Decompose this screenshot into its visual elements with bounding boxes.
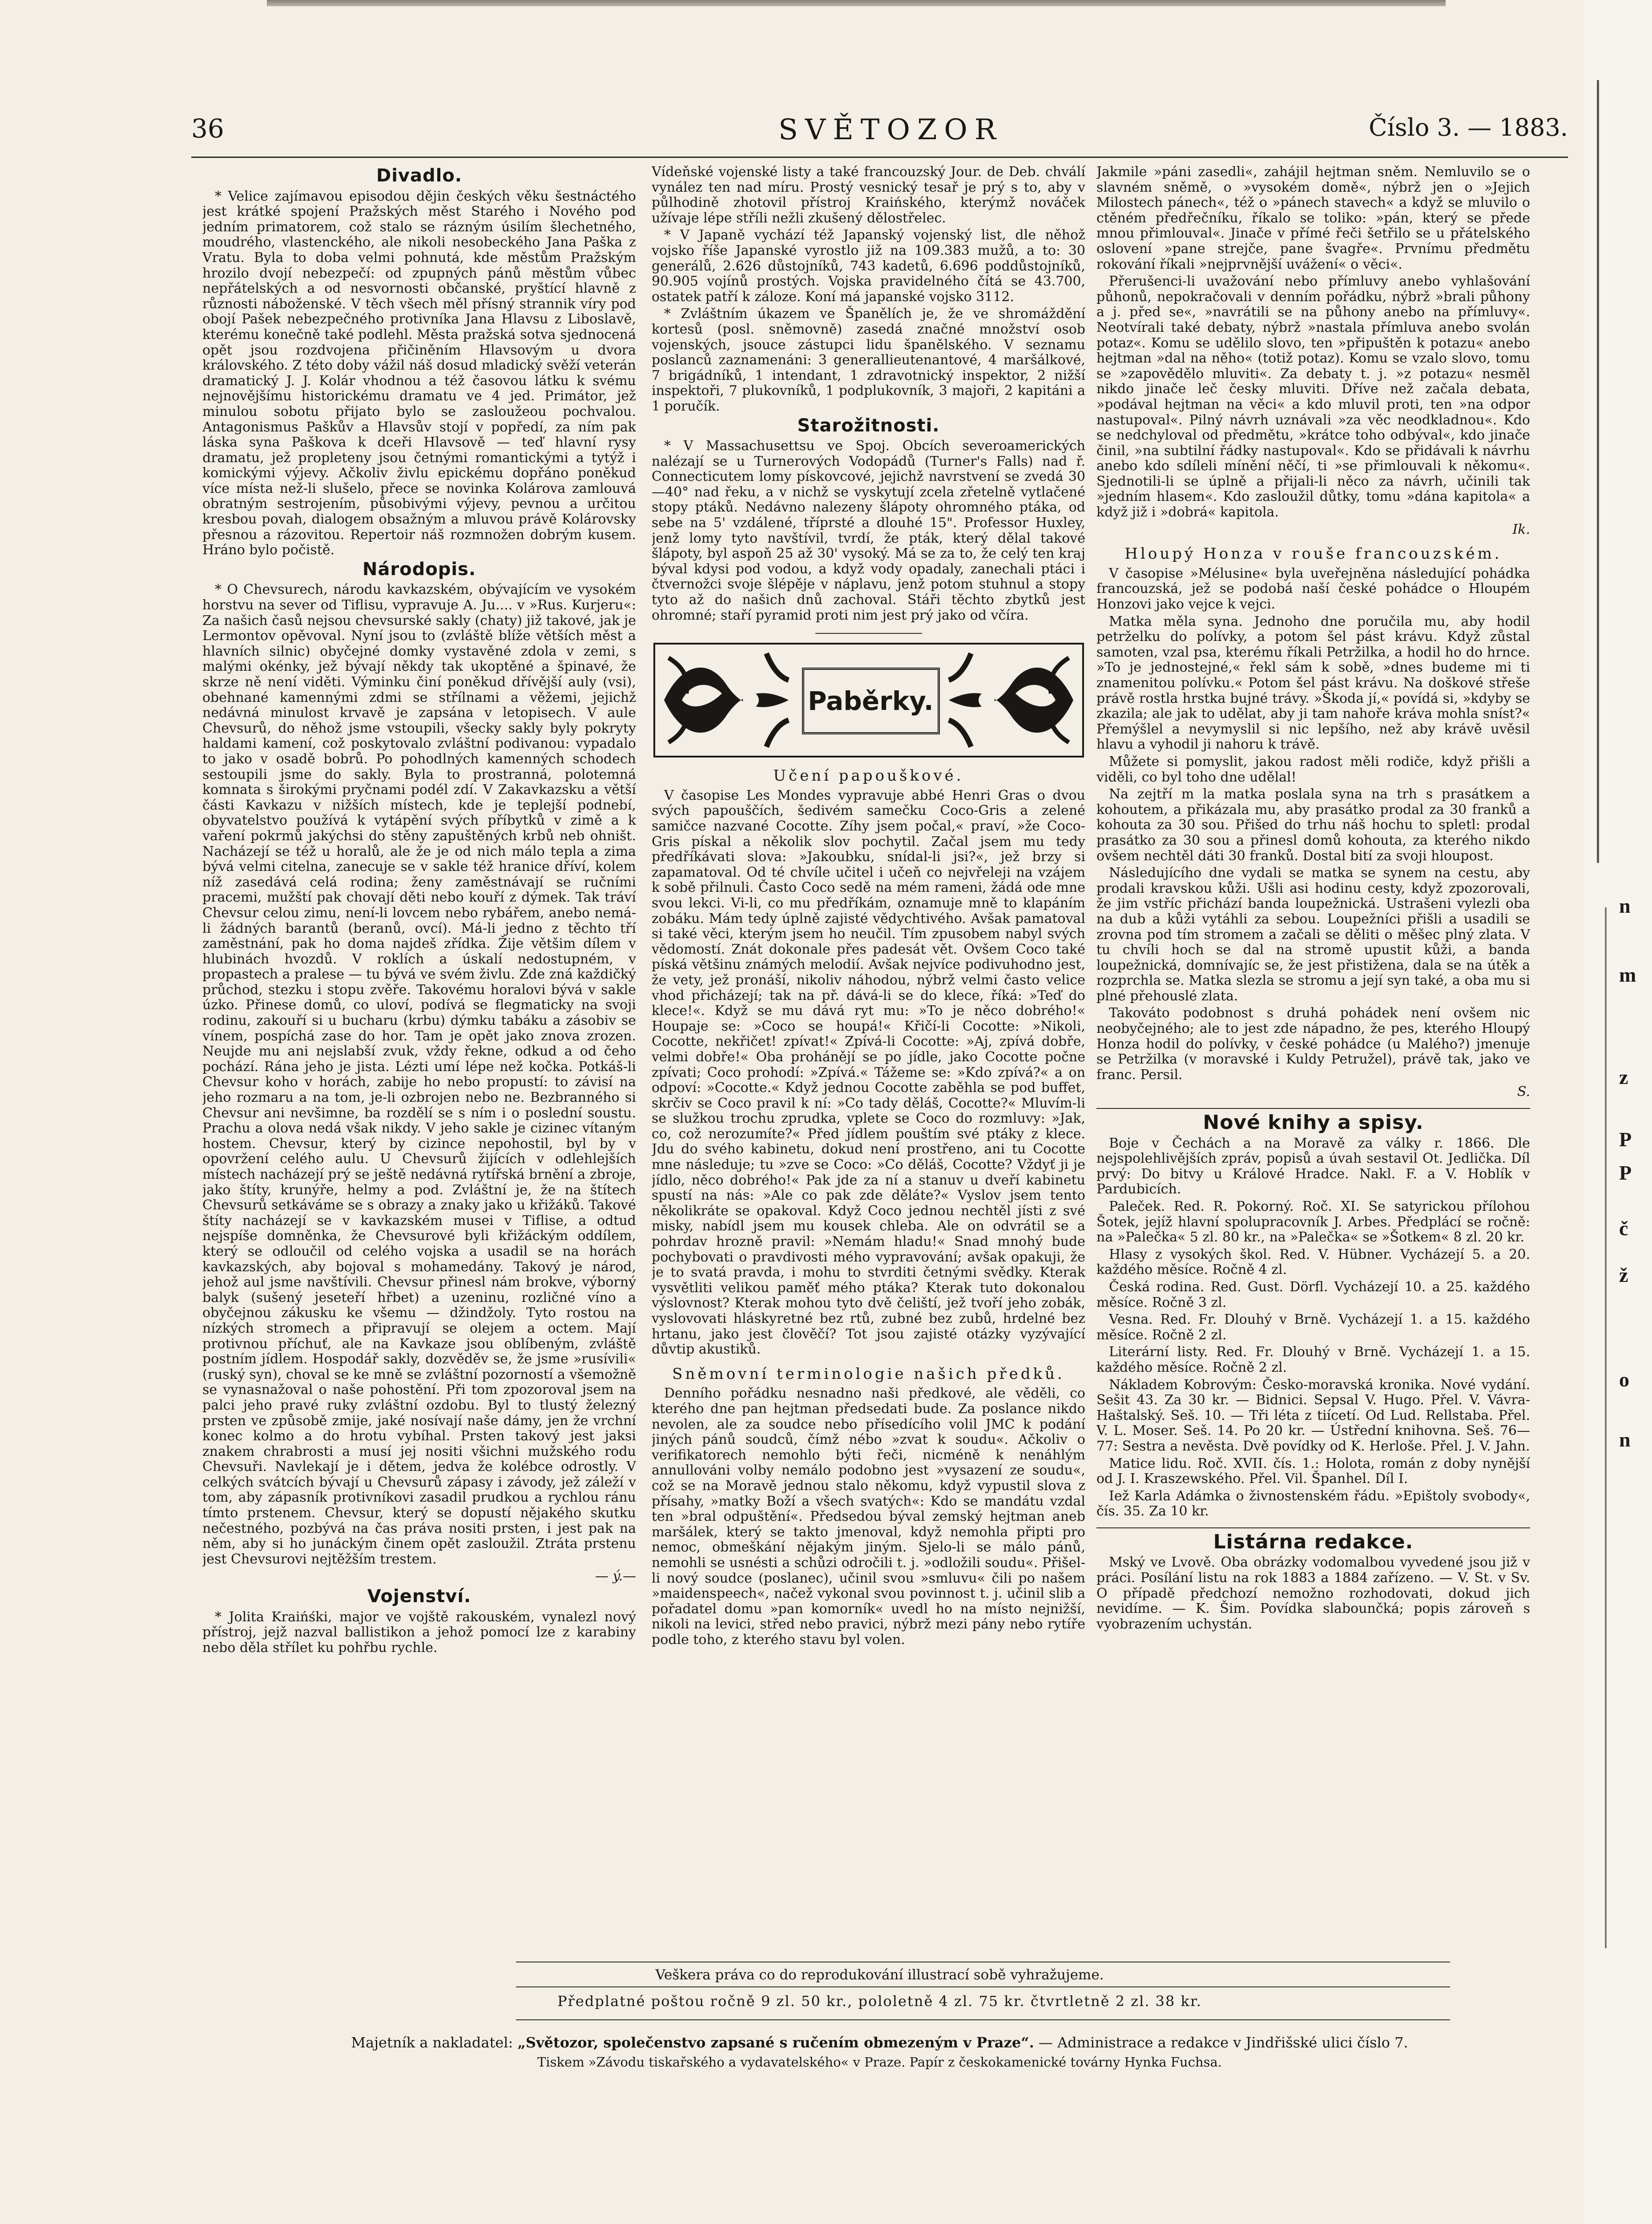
article-hloupy-honza: Matka měla syna. Jednoho dne poručila mu, aby hodil petrželku do polívky, a potom šel pást krávu. Když zůstal samoten, vzal psa, kterému říkali Petržilka, a hodil ho do hrnce. »To je jednostejné,« řekl sám k sobě, »dnes budeme mi ti znamenitou polívku.« Potom šel pást krávu. Na doškové střeše právě rostla hrstka bujné trávy. »Škoda jí,« povídá si, »kdyby se zkazila; ale jak to udělat, aby ji tam nahoře kráva mohla sníst?« Přemýšlel a nevymyslil si nic lepšího, než aby krávě uvěsil hlavu a vyhodil ji nahoru k trávě.: [1096, 613, 1530, 753]
printer-line: Tiskem »Závodu tiskařského a vydavatelského« v Praze. Papír z českokamenické továrny Hynka Fuchsa.: [537, 2055, 1222, 2070]
column-1: [202, 165, 636, 1962]
article-vojenstvi-continued: Vídeňské vojenské listy a také francouzský Jour. de Deb. chválí vynález ten nad míru. Prostý vesnický tesař je prý s to, aby v půlhodině zhotovil přístroj Kraińského, kterýmž nováček užívaje lépe stříli nežli zkušený dělostřelec.: [652, 165, 1085, 226]
publisher-address: — Administrace a redakce v Jindřišské ulici číslo 7.: [1038, 2034, 1408, 2051]
section-heading-divadlo: Divadlo.: [376, 165, 462, 186]
footer-rule: [516, 1986, 1450, 1987]
page-number: 36: [191, 113, 224, 144]
article-uceni-papouskove: V časopise Les Mondes vypravuje abbé Henri Gras o dvou svých papouščích, šedivém samečku Coco-Gris a zelené samičce nazvané Cocotte. Zíhy jsem počal,« praví, »že Coco-Gris pískal a několik slov pochytil. Začal jsem mu tedy předříkávati slova: »Jakoubku, snídal-li jsi?«, jež brzy si zapamatoval. Od té chvíle učitel i učeň co nejvřeleji na vzájem k sobě přilnuli. Často Coco sedě na mém rameni, žádá ode mne svou lekci. Vi-li, co mu předříkám, oznamuje mně to klapáním zobáku. Mám tedy úplně zajisté vědychtivého. Avšak pamatoval si také věci, kterým jsem ho neučil. Tím zpusobem nabyl svých vědomostí. Znát dokonale přes padesát vět. Ovšem Coco také píská většinu známých melodií. Avšak nejvíce podivuhodno jest, že vety, jež pronáší, nikoliv náhodou, nýbrž velmi často velice vhod přicházejí; tak na př. dává-li se do klece, říká: »Teď do klece!«. Když se mu dává ryt mu: »To je něco dobrého!« Houpaje se: »Coco se houpá!« Křičí-li Cocotte: »Nikoli, Cocotte, nekřičet! zpívat!« Zpívá-li Cocotte: »Aj, zpívá dobře, velmi dobře!« Oba prohánějí se po jídle, jako Cocotte počne zpívati; Coco prohodí: »Zpívá.« Tážeme se: »Kdo zpívá?« a on odpoví: »Cocotte.« Když jednou Cocotte zaběhla se pod buffet, skrčiv se Coco pravil k ní: »Co tady děláš, Cocotte?« Mluvím-li se služkou trochu zprudka, vplete se Coco do rozmluvy: »Jak, co, což nerozumíte?« Před jídlem pouštím své ptáky z klece. Jdu do svého kabinetu, dokud není prostřeno, ani tu Cocotte mne následuje; tu »zve se Coco: »Co děláš, Cocotte? Vždyť ji je jídlo, něco dobrého!« Pak jde za ní a stanuv u dveří kabinetu spustí na nás: »Ale co pak zde děláte?« Vyslov jsem tento několikráte se opakoval. Když Coco jednou nechtěl jísti z své misky, nabídl jsem mu kousek chleba. Ale on odvrátil se a pohrdav hrozně pravil: »Nemám hladu!« Snad mnohý bude pochybovati o pravdivosti mého vypravování; avšak opakuji, že je to svatá pravda, i mohu to stvrditi četnými svědky. Kterak vysvětliti velikou paměť mého ptáka? Kterak tuto dokonalou výslovnost? Kterak mohou tyto dvě čeliští, jež tvoří jeho zobák, vyslovovati hláskyretné bez rtů, zubné bez zubů, hrdelné bez hrtanu, jako jest člověčí? Tot jsou zajisté otázky vyzývající důvtip akustiků.: [652, 787, 1085, 1358]
footer-rule: [516, 2019, 1450, 2020]
article-hloupy-honza: Takováto podobnost s druhá pohádek není ovšem nic neobyčejného; ale to jest zde nápadno, že pes, kterého Hloupý Honza hodil do polívky, v české pohádce (u Malého?) jmenuje se Petržilka (v moravské i Kuldy Petružel), právě tak, jako ve franc. Persil.: [1096, 1005, 1530, 1083]
adjacent-page-letter: o: [1619, 1368, 1629, 1391]
masthead-title: SVĚTOZOR: [778, 113, 1003, 146]
book-entry: Paleček. Red. R. Pokorný. Roč. XI. Se satyrickou přílohou Šotek, jejíž hlavní spolupracovník J. Arbes. Předplácí se ročně: na »Palečka« 5 zl. 80 kr., na »Palečka« se »Šotkem« 8 zl. 20 kr.: [1096, 1199, 1530, 1245]
book-entry: Hlasy z vysokých škol. Red. V. Hübner. Vycházejí 5. a 20. každého měsíce. Ročně 4 zl.: [1096, 1246, 1530, 1278]
article-snemovni-continued-2: Přerušenci-li uvažování nebo přímluvy anebo vyhlašování půhonů, nepokračovali v denním pořádku, nýbrž »brali půhony a j. před se«, »navrátili se na půhony anebo na přímluvy«. Neotvírali také debaty, nýbrž »nastala přímluva anebo svolán potaz«. Komu se udělilo slovo, ten »připuštěn k potazu« anebo hejtman »dal na něho« (totiž potaz). Komu se vzalo slovo, tomu se »zapovědělo mluviti«. Za debaty t. j. »z potazu« nesměl nikdo jinače leč česky mluviti. Dříve než začala debata, »podával hejtman na věci« a kdo mluvil proti, ten »na odpor nastupoval«. Pilný návrh uznávali »za věc neodkladnou«. Kdo se nedchyloval od předmětu, »krátce toho odbýval«, kdo jinače činil, »na subtilní řádky nastupoval«. Kdo se přidávali k návrhu anebo kdo sdíleli mínění něčí, ti »se přimlouvali k někomu«. Sjednotili-li se úplně a přijali-li něco za návrh, učinili tak »jedním hlasem«. Kdo zasloužil důtky, tomu »dána kapitola« a když již i »dobrá« kapitola.: [1096, 274, 1530, 520]
book-entry: Česká rodina. Red. Gust. Dörfl. Vycházejí 10. a 25. každého měsíce. Ročně 3 zl.: [1096, 1279, 1530, 1310]
section-divider: [1096, 1527, 1530, 1528]
section-heading-starozitnosti: Starožitnosti.: [797, 415, 940, 436]
article-hloupy-honza: Následujícího dne vydali se matka se synem na cestu, aby prodali kravskou kůži. Ušli asi hodinu cesty, když zpozorovali, že jim vstříc přichází banda loupežnická. Ustrašeni vylezli oba na dub a kůži vytáhli za sebou. Loupežníci přišli a usadili se zrovna pod tím stromem a začali se děliti o měšec plný zlata. V tu chvíli hoch se dal na stromě upustit kůži, a banda loupežnická, domnívajíc se, že jest přistižena, dala se na útěk a rozprchla se. Matka slezla se stromu a její syn také, a oba mu si plné přehouslé zlata.: [1096, 865, 1530, 1004]
article-starozitnosti: * V Massachusettsu ve Spoj. Obcích severoamerických nalézají se u Turnerových Vodopádů (Turner's Falls) nad ř. Connecticutem lomy pískovcové, jejichž navrstvení se zvedá 30—40° nad řeku, a v nichž se vyskytují zcela zřetelně vytlačené stopy ptáků. Nedávno nalezeny šlápoty ohromného ptáka, od sebe na 5' vzdálené, tříprsté a dlouhé 15". Professor Huxley, jenž lomy tyto navštívil, tvrdí, že pták, který dělal takové šlápoty, byl aspoň 25 až 30' vysoký. Má se za to, že celý ten kraj býval kdysi pod vodou, a když vody opadaly, zanechali ptáci i čtvernožci svoje šlépěje v náplavu, jenž potom stuhnul a stopy tyto až do našich dnů zachoval. Stáři těchto zbytků jest ohromné; staří pyramid proti nim jest prý jako od včíra.: [652, 438, 1085, 623]
adjacent-page-letter: m: [1619, 963, 1636, 986]
adjacent-page-letter: n: [1619, 1428, 1631, 1451]
header-rule: [191, 157, 1568, 158]
article-hloupy-honza: V časopise »Mélusine« byla uveřejněna následující pohádka francouzská, jež se podobá naší české pohádce o Hloupém Honzovi jako vejce k vejci.: [1096, 565, 1530, 612]
section-heading-uceni: Učení papouškové.: [773, 767, 964, 785]
section-divider: [1096, 1108, 1530, 1109]
section-heading-snemovni: Sněmovní terminologie našich předků.: [672, 1365, 1065, 1383]
ornament-left-icon: [655, 645, 798, 756]
book-entry: Iež Karla Adámka o živnostenském řádu. »Epištoly svobody«, čís. 35. Za 10 kr.: [1096, 1488, 1530, 1519]
book-entry: Vesna. Red. Fr. Dlouhý v Brně. Vycházejí 1. a 15. každého měsíce. Ročně 2 zl.: [1096, 1312, 1530, 1343]
adjacent-page-strip: [1584, 0, 1652, 2224]
adjacent-page-letter: z: [1619, 1066, 1628, 1088]
section-heading-vojenstvi: Vojenství.: [367, 1586, 471, 1607]
article-hloupy-honza: Na zejtří m la matka poslala syna na trh s prasátkem a kohoutem, a přikázala mu, aby prasátko prodal za 30 franků a kohouta za 30 sou. Přišed do trhu náš hochu to spletl: prodal prasátko za 30 sou a přinesl domů kohouta, za kterého nikdo ovšem nechtěl dáti 30 franků. Dostal bití za svoji hloupost.: [1096, 786, 1530, 864]
scan-edge-shadow: [267, 0, 1446, 6]
article-narodopis: * O Chevsurech, národu kavkazském, obývajícím ve vysokém horstvu na sever od Tiflisu, vypravuje A. Ju.... v »Rus. Kurjeru«: Za našich časů nejsou chevsurské sakly (chaty) již takové, jak je Lermontov opěvoval. Nyní jsou to (zvláště blíže větších měst a hlavních silnic) obyčejné domky vystavěné zdola v zemi, s malými okénky, jež bývají někdy tak ukoptěné a špinavé, že skrze ně není viděti. Výminku činí poněkud dřívější auly (vsi), obehnané kamennými zdmi se střílnami a věžemi, jejichž nedávná minulost krvavě je zapsána v letopisech. V aule Chevsurů, do něhož jsme vstoupili, všecky sakly byly pokryty haldami kamení, což poskytovalo zvláštní podivanou: vypadalo to jako v osadě bobrů. Po pohodlných kamenných schodech sestoupili jsme do sakly. Byla to prostranná, polotemná komnata s širokými pryčnami podél zdí. V Zakavkazsku a větší části Kavkazu v nižších místech, kde je teplejší podnebí, obyvatelstvo používá k vytápění svých příbytků v zimě a k vaření pokrmů jakýchsi do stěny zapuštěných krbů neb ohništ. Nacházejí se též u horalů, ale že je od nich málo tepla a zima bývá velmi citelna, zanecuje se v sakle též hranice dříví, kolem níž zasedává celá rodina; ženy zaměstnávají se ručními pracemi, mužští pak chovají děti nebo kouří z dýmek. Tak tráví Chevsur celou zimu, není-li lovcem nebo rybářem, anebo nemá-li žádných barantů (beranů, ovcí). Má-li jedno z těchto tří zaměstnání, pak ho doma najdeš zřídka. Žije většim dílem v hlubinách hvozdů. V roklích a úskalí nedostupném, v propastech a pralese — tu bývá ve svém živlu. Zde zná každičký průchod, stezku i stopu zvěře. Takovému horalovi bývá v sakle úzko. Přinese domů, co uloví, podívá se flegmaticky na svoji rodinu, zakouří si u bucharu (krbu) dýmku tabáku a zásobiv se vínem, pospíchá zase do hor. Tam je opět jako znova zrozen. Neujde mu ani nejslabší zvuk, vždy řekne, odkud a od čeho pochází. Rána jeho je jista. Lézti umí lépe než kočka. Potkáš-li Chevsur koho v horách, zabije ho nebo propustí: to závisí na jeho rozmaru a na tom, je-li ozbrojen nebo ne. Bezbranného si Chevsur ani nevšimne, ba rozdělí se s ním i o poslední soustu. Prachu a olova nedá však nikdy. V jeho sakle je cizinec vítaným hostem. Chevsur, který by cizince nepohostil, byl by v opovržení celého aulu. U Chevsurů žijících v odlehlejších místech nacházejí prý se ještě nedávná rytířská brnění a zbroje, jako štíty, krunýře, helmy a pod. Zvláštní je, že na štítech Chevsurů setkáváme se s obrazy a znaky jako u křižáků. Takové štíty nacházejí se v kavkazském musei v Tiflise, a odtud nejspíše domněnka, že Chevsurové byli křižáckým oddílem, který se odloučil od celého vojska a usadil se na horách kavkazských, aby bojoval s mohamedány. Takový je národ, jehož aul jsme navštívili. Chevsur přinesl nám brokve, výborný balyk (sušený jeseteří hřbet) a uzeninu, rozličné víno a obyčejnou zákusku ke všemu — džindžoly. Tyto rostou na nízkých stromech a připravují se olejem a octem. Mají protivnou příchuť, ale na Kavkaze jsou oblíbeným, zvláště postním jídlem. Hospodář sakly, dozvěděv se, že jsme »rusívili« (ruský syn), choval se ke mně se zvláštní pozorností a všemožně se vynasnažoval o naše pohostění. Při tom zpozoroval jsem na palci jeho pravé ruky zvláštní ozdobu. Byl to tlustý železný prsten ve způsobě zmije, jaké nosívají naše dámy, jen že vrchní konec kolmo a do hrotu vybíhal. Prsten takový jest jaksi znakem chrabrosti a musí jej nositi všichni mužského rodu Chevsuři. Navlekají je i dětem, jedva že kolébce odrostly. V celkých svátcích bývají u Chevsurů zápasy i závody, jež záleží v tom, aby zápasník protivníkovi zasadil prudkou a rychlou ránu tímto prstenem. Chevsur, který se dopustí nějakého skutku nečestného, pozbývá na čas práva nositi prsten, i jest pak na něm, aby si ho junáckým činem opět zasloužil. Ztráta prstenu jest Chevsurovi nejtěžším trestem.: [202, 582, 636, 1567]
issue-label: Číslo 3. — 1883.: [1369, 113, 1568, 141]
paberky-banner: [653, 643, 1084, 757]
adjacent-page-letter: n: [1619, 894, 1631, 917]
article-hloupy-honza: Můžete si pomyslit, jakou radost měli rodiče, když přišli a viděli, co byl toho dne udělal!: [1096, 753, 1530, 785]
editorial-letters: [1096, 1555, 1530, 1632]
section-divider: [815, 633, 922, 634]
book-list: [1096, 1136, 1530, 1519]
book-entry: Nákladem Kobrovým: Česko-moravská kronika. Nové vydání. Sešit 43. Za 30 kr. — Bidnici. Sepsal V. Hugo. Přel. V. Vávra-Haštalský. Seš. 10. — Tři léta z tiícetí. Od Lud. Rellstaba. Přel. V. L. Moser. Seš. 14. Po 20 kr. — Ústřední knihovna. Seš. 76—77: Sestra a nevěsta. Dvě povídky od K. Herloše. Přel. J. V. Jahn.: [1096, 1377, 1530, 1454]
adjacent-page-letter: č: [1619, 1217, 1628, 1240]
article-japan: * V Japaně vychází též Japanský vojenský list, dle něhož vojsko říše Japanské vyrostlo již na 109.383 mužů, a to: 30 generálů, 2.626 důstojníků, 743 kadetů, 6.696 poddůstojníků, 90.905 vojínů prostých. Vojska pravidelného čítá se 43.700, ostatek patří k záloze. Koní má japanské vojsko 3112.: [652, 227, 1085, 305]
article-signature: S.: [1517, 1084, 1530, 1100]
section-heading-listarna: Listárna redakce.: [1213, 1530, 1414, 1553]
adjacent-page-letter: ž: [1619, 1264, 1628, 1286]
article-snemovni-terminologie: Denního pořádku nesnadno naši předkové, ale věděli, co kterého dne pan hejtman předsedati bude. Za poslance nikdo nevolen, ale za soudce nebo přísedícího volil JMC k podání jiných pánů soudců, čímž nébo »zvat k soudu«. Ačkoliv o verifikatorech nemohlo býti řeči, nicméně k nenáhlým annullováni volby nemálo podobno jest »vysazení ze soudu«, což se na Moravě jednou stalo někomu, když vypustil slova z přísahy, »matky Boží a všech svatých«: Kdo se mandátu vzdal ten »bral odpuštění«. Předsedou býval zemský hejtman aneb maršálek, který se takto jmenoval, když nemohla připti pro nemoc, obmeškání nějakým jiným. Sjelo-li se málo pánů, nemohli se usnésti a schůzi odročili t. j. »odložili soudu«. Přišel-li nový soudce (poslanec), učinil svou »smluvu« čili po našem »maidenspeech«, načež vykonal svou povinnost t. j. učinil slib a pořadatel domu »pan komorník« uvedl ho na místo nejnižší, nikoli na levici, střed nebo pravici, nýbrž mezi pány nebo rytíře podle toho, z kterého stavu byl volen.: [652, 1386, 1085, 1648]
letter-entry: Mský ve Lvově. Oba obrázky vodomalbou vyvedené jsou již v práci. Posílání listu na rok 1883 a 1884 zařízeno. — V. St. v Sv. O případě předchozí nemožno rozhodovati, dokud jich nevidíme. — K. Šim. Povídka slabounčká; popis zároveň s vyobrazením uchystán.: [1096, 1555, 1530, 1632]
subscription-line: Předplatné poštou ročně 9 zl. 50 kr., pololetně 4 zl. 75 kr. čtvrtletně 2 zl. 38 kr.: [557, 1993, 1202, 2010]
article-snemovni-continued: Jakmile »páni zasedli«, zahájil hejtman sněm. Nemluvilo se o slavném sněmě, o »vysokém domě«, nýbrž jen o »Jejich Milostech pánech«, též o »pánech stavech« a když se mluvilo o ctěném předřečníku, říkalo se toliko: »pán, který se přede mnou přimlouval«. Jinače v přímé řeči šetřilo se u přátelského oslovení »pane strejče, pane švagře«. Prvnímu předmětu rokování říkali »nejprvnější uvážení« o věci«.: [1096, 165, 1530, 272]
article-signature: Ik.: [1512, 521, 1530, 537]
section-heading-narodopis: Národopis.: [362, 559, 476, 580]
section-heading-nove-knihy: Nové knihy a spisy.: [1203, 1111, 1424, 1134]
section-heading-hloupy-honza: Hloupý Honza v rouše francouzském.: [1124, 545, 1502, 563]
book-entry: Matice lidu. Roč. XVII. čís. 1.: Holota, román z doby nynější od J. I. Kraszewského. Přel. Vil. Španhel. Díl I.: [1096, 1455, 1530, 1487]
article-divadlo: * Velice zajímavou episodou dějin českých věku šestnáctého jest krátké spojení Pražských měst Starého i Nového pod jedním primatorem, což stalo se rázným úsilím šlechetného, moudrého, vlastenckého, ale nikoli nesobeckého Jana Paška z Vratu. Byla to doba velmi pohnutá, kde městům Pražským hrozilo dvojí nebezpečí: od zpupných pánů městům vůbec nepřátelských a od nesvornosti občanské, pryštící hlavně z různosti náboženské. V těch všech měl přísný strannik víry pod obojí Pašek nebezpečného protivníka Jana Hlavsu z Liboslavě, kterému konečně také podlehl. Města pražská sotva sjednocená opět jsou rozdvojena přičiněním Hlavsovým u dvora královského. Z této doby vážil náš dosud mladický svěží veterán dramatický J. J. Kolár vhodnou a též časovou látku k svému nejnovějšímu historickému dramatu ve 4 jed. Primátor, jež minulou sobotu přijato bylo se zasloužeou pochvalou. Antagonismus Paškův a Hlavsův stojí v popředí, za ním pak láska syna Paškova k dceři Hlavsově — teď hlavní rysy dramatu, jež propleteny jsou četnými romantickými a tytýž i komickými výjevy. Ačkoliv živlu epickému dopřáno poněkud více místa než-li slušelo, přece se novinka Kolárova zamlouvá obratným sestrojením, působivými výjevy, pevnou a určitou kresbou povah, dialogem obsažným a mluvou právě Kolárovsky přesnou a rázovitou. Repertoir náš rozmnožen dobrým kusem. Hráno bylo počistě.: [202, 188, 636, 558]
book-entry: Literární listy. Red. Fr. Dlouhý v Brně. Vycházejí 1. a 15. každého měsíce. Ročně 2 zl.: [1096, 1344, 1530, 1375]
page-header: [191, 113, 1568, 153]
ornament-right-icon: [940, 645, 1082, 756]
article-spain: * Zvláštním úkazem ve Španělích je, že ve shromáždění kortesů (posl. sněmovně) zasedá značné množství osob vojenských, jsouce zástupci lidu španělského. V seznamu poslanců zaznamenáni: 3 generallieutenantové, 4 maršálkové, 7 brigádníků, 1 intendant, 1 zdravotnický inspektor, 2 nižší inspektoři, 7 plukovníků, 1 podplukovník, 3 majoři, 2 kapitáni a 1 poručík.: [652, 306, 1085, 414]
article-signature: — ý.—: [595, 1568, 636, 1584]
publisher-name: „Světozor, společenstvo zapsané s ručením obmezeným v Praze“.: [517, 2034, 1034, 2051]
paberky-title: Paběrky.: [802, 668, 940, 734]
rights-notice: Veškera práva co do reprodukování illustrací sobě vyhražujeme.: [655, 1967, 1104, 1983]
publisher-prefix: Majetník a nakladatel:: [351, 2034, 513, 2051]
column-3: [1096, 165, 1530, 1957]
publisher-line: [191, 2034, 1568, 2051]
article-vojenstvi: * Jolita Kraińśki, major ve vojště rakouském, vynalezl nový přístroj, jejž nazval ballistikon a jehož pomocí lze z karabiny nebo děla střílet ku pohřbu rychle.: [202, 1609, 636, 1656]
book-entry: Boje v Čechách a na Moravě za války r. 1866. Dle nejspolehlivějších zpráv, popisů a úvah sestavil Ot. Jedlička. Díl prvý: Do bitvy u Králové Hradce. Nakl. F. a V. Hoblík v Pardubicích.: [1096, 1135, 1530, 1197]
column-2: [652, 165, 1085, 1957]
adjacent-page-letter: P: [1619, 1161, 1632, 1184]
adjacent-page-letter: P: [1619, 1128, 1632, 1151]
gutter-line: [1597, 80, 1599, 863]
gutter-line: [1605, 907, 1607, 1948]
